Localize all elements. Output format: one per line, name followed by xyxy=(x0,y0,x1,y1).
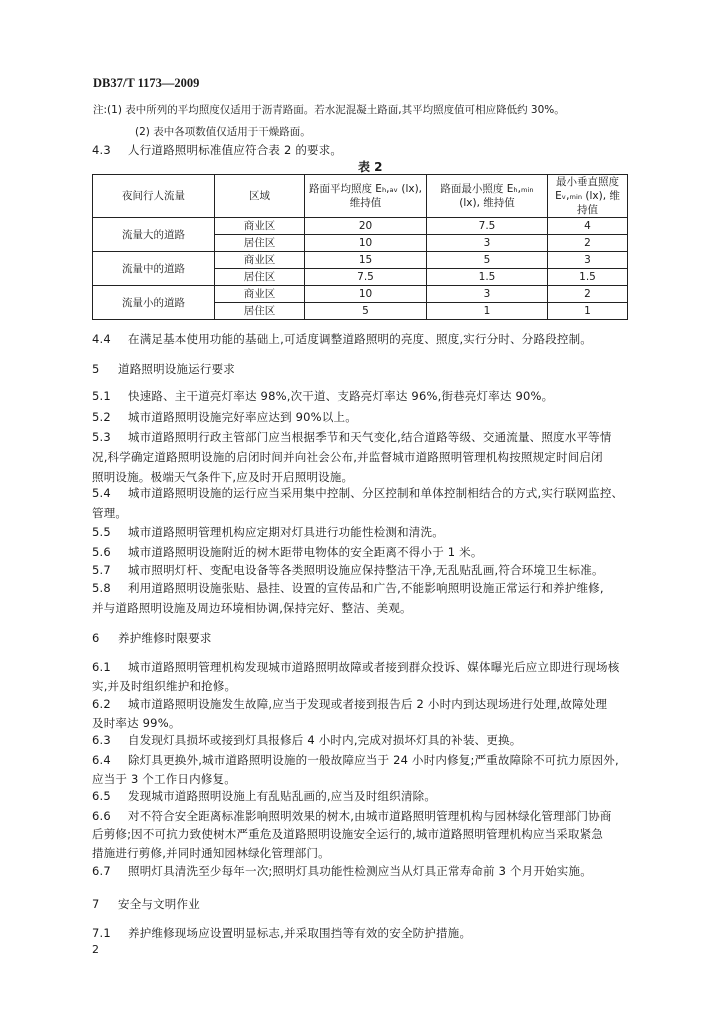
clause-text-line: 城市道路照明管理机构发现城市道路照明故障或者接到群众投诉、媒体曝光后应立即进行现场核 xyxy=(128,660,620,674)
clause-number: 4.3 xyxy=(92,143,111,157)
value-cell: 3 xyxy=(427,235,548,252)
section-title: 养护维修时限要求 xyxy=(118,631,212,645)
value-cell: 1.5 xyxy=(427,269,548,286)
flow-cell: 流量小的道路 xyxy=(93,286,215,320)
clause-6-6 xyxy=(92,808,612,824)
value-cell: 15 xyxy=(305,252,427,269)
clause-number: 7.1 xyxy=(92,926,111,940)
clause-number: 6.1 xyxy=(92,660,111,674)
clause-5-6 xyxy=(92,544,483,560)
clause-text-line: 利用道路照明设施张贴、悬挂、设置的宣传品和广告,不能影响照明设施正常运行和养护维修, xyxy=(128,581,604,595)
clause-6-1 xyxy=(92,659,619,675)
header-avg-illuminance: 路面平均照度 Eₕ,ₐᵥ (lx), 维持值 xyxy=(305,175,427,218)
clause-text: 快速路、主干道亮灯率达 98%,次干道、支路亮灯率达 96%,街巷亮灯率达 90%。 xyxy=(128,389,554,403)
clause-6-2 xyxy=(92,696,607,712)
value-cell: 5 xyxy=(305,303,427,320)
header-min-vertical-illuminance: 最小垂直照度 Eᵥ,ₘᵢₙ (lx), 维持值 xyxy=(548,175,628,218)
table-note-2: (2) 表中各项数值仅适用于干燥路面。 xyxy=(135,126,311,138)
clause-number: 5.5 xyxy=(92,525,111,539)
clause-5-8-line-2: 并与道路照明设施及周边环境相协调,保持完好、整洁、美观。 xyxy=(92,601,412,615)
section-5-heading xyxy=(92,361,235,377)
clause-6-3 xyxy=(92,732,521,748)
clause-number: 5.8 xyxy=(92,581,111,595)
clause-7-1 xyxy=(92,925,471,941)
clause-number: 5.2 xyxy=(92,410,111,424)
clause-number: 6.6 xyxy=(92,809,111,823)
flow-cell: 流量中的道路 xyxy=(93,252,215,286)
header-flow: 夜间行人流量 xyxy=(93,175,215,218)
clause-5-3-line-2: 况,科学确定道路照明设施的启闭时间并向社会公布,并监督城市道路照明管理机构按照规定时间启闭 xyxy=(92,450,603,464)
section-title: 安全与文明作业 xyxy=(118,897,200,911)
clause-5-3-line-3: 照明设施。极端天气条件下,应及时开启照明设施。 xyxy=(92,470,354,484)
value-cell: 5 xyxy=(427,252,548,269)
clause-text: 城市照明灯杆、变配电设备等各类照明设施应保持整洁干净,无乱贴乱画,符合环境卫生标准。 xyxy=(128,563,604,577)
clause-text: 城市道路照明管理机构应定期对灯具进行功能性检测和清洗。 xyxy=(128,525,444,539)
value-cell: 1.5 xyxy=(548,269,628,286)
clause-5-4 xyxy=(92,485,623,501)
clause-number: 5.1 xyxy=(92,389,111,403)
clause-text: 在满足基本使用功能的基础上,可适度调整道路照明的亮度、照度,实行分时、分路段控制。 xyxy=(128,332,593,346)
value-cell: 3 xyxy=(427,286,548,303)
section-number: 5 xyxy=(92,362,100,376)
clause-number: 6.5 xyxy=(92,789,111,803)
clause-4-4 xyxy=(92,331,592,347)
clause-number: 6.2 xyxy=(92,697,111,711)
clause-6-4-line-2: 应当于 3 个工作日内修复。 xyxy=(92,772,236,786)
clause-number: 6.4 xyxy=(92,753,111,767)
value-cell: 10 xyxy=(305,286,427,303)
clause-text: 养护维修现场应设置明显标志,并采取围挡等有效的安全防护措施。 xyxy=(128,926,472,940)
clause-6-1-line-2: 实,并及时组织维护和抢修。 xyxy=(92,679,237,693)
table-caption: 表 2 xyxy=(358,160,383,174)
section-number: 7 xyxy=(92,897,100,911)
clause-text-line: 城市道路照明设施的运行应当采用集中控制、分区控制和单体控制相结合的方式,实行联网监控、 xyxy=(128,486,624,500)
section-number: 6 xyxy=(92,631,100,645)
area-cell: 居住区 xyxy=(215,303,305,320)
area-cell: 商业区 xyxy=(215,218,305,235)
clause-number: 5.6 xyxy=(92,545,111,559)
value-cell: 4 xyxy=(548,218,628,235)
clause-5-3 xyxy=(92,429,612,445)
document-header: DB37/T 1173—2009 xyxy=(93,76,200,90)
clause-6-2-line-2: 及时率达 99%。 xyxy=(92,716,181,730)
clause-number: 5.7 xyxy=(92,563,111,577)
area-cell: 居住区 xyxy=(215,235,305,252)
value-cell: 10 xyxy=(305,235,427,252)
clause-6-4 xyxy=(92,752,619,768)
clause-6-6-line-2: 后剪修;因不可抗力致使树木严重危及道路照明设施安全运行的,城市道路照明管理机构应当采取紧急 xyxy=(92,827,604,841)
value-cell: 3 xyxy=(548,252,628,269)
value-cell: 7.5 xyxy=(305,269,427,286)
clause-5-7 xyxy=(92,562,604,578)
clause-6-5 xyxy=(92,788,436,804)
clause-5-5 xyxy=(92,524,444,540)
area-cell: 居住区 xyxy=(215,269,305,286)
clause-5-1 xyxy=(92,388,553,404)
flow-cell: 流量大的道路 xyxy=(93,218,215,252)
page-number: 2 xyxy=(92,943,99,956)
clause-number: 6.7 xyxy=(92,864,111,878)
clause-text: 人行道路照明标准值应符合表 2 的要求。 xyxy=(128,143,343,157)
clause-5-4-line-2: 管理。 xyxy=(92,506,128,520)
table-row xyxy=(93,218,628,235)
clause-number: 4.4 xyxy=(92,332,111,346)
clause-6-7 xyxy=(92,863,592,879)
area-cell: 商业区 xyxy=(215,252,305,269)
value-cell: 2 xyxy=(548,235,628,252)
clause-text: 城市道路照明设施附近的树木距带电物体的安全距离不得小于 1 米。 xyxy=(128,545,483,559)
clause-text: 城市道路照明设施完好率应达到 90%以上。 xyxy=(128,410,357,424)
clause-text: 照明灯具清洗至少每年一次;照明灯具功能性检测应当从灯具正常寿命前 3 个月开始实施。 xyxy=(128,864,592,878)
value-cell: 1 xyxy=(548,303,628,320)
clause-text-line: 城市道路照明设施发生故障,应当于发现或者接到报告后 2 小时内到达现场进行处理,故障处理 xyxy=(128,697,608,711)
clause-4-3 xyxy=(92,142,342,158)
clause-text-line: 城市道路照明行政主管部门应当根据季节和天气变化,结合道路等级、交通流量、照度水平等情 xyxy=(128,430,612,444)
clause-text: 自发现灯具损坏或接到灯具报修后 4 小时内,完成对损坏灯具的补装、更换。 xyxy=(128,733,522,747)
section-6-heading xyxy=(92,630,212,646)
table-row xyxy=(93,252,628,269)
clause-text-line: 除灯具更换外,城市道路照明设施的一般故障应当于 24 小时内修复;严重故障除不可抗力原因外, xyxy=(128,753,619,767)
header-min-illuminance: 路面最小照度 Eₕ,ₘᵢₙ (lx), 维持值 xyxy=(427,175,548,218)
clause-number: 5.3 xyxy=(92,430,111,444)
table-note-1: 注:(1) 表中所列的平均照度仅适用于沥青路面。若水泥混凝土路面,其平均照度值可相应降低约 30%。 xyxy=(93,104,565,116)
value-cell: 7.5 xyxy=(427,218,548,235)
clause-5-8 xyxy=(92,580,604,596)
value-cell: 2 xyxy=(548,286,628,303)
clause-number: 6.3 xyxy=(92,733,111,747)
value-cell: 1 xyxy=(427,303,548,320)
clause-6-6-line-3: 措施进行剪修,并同时通知园林绿化管理部门。 xyxy=(92,846,330,860)
clause-text: 发现城市道路照明设施上有乱贴乱画的,应当及时组织清除。 xyxy=(128,789,437,803)
clause-5-2 xyxy=(92,409,357,425)
value-cell: 20 xyxy=(305,218,427,235)
section-7-heading xyxy=(92,896,200,912)
lighting-standard-table xyxy=(92,174,628,320)
clause-number: 5.4 xyxy=(92,486,111,500)
table-row xyxy=(93,286,628,303)
table-header-row xyxy=(93,175,628,218)
section-title: 道路照明设施运行要求 xyxy=(118,362,235,376)
area-cell: 商业区 xyxy=(215,286,305,303)
header-area: 区域 xyxy=(215,175,305,218)
clause-text-line: 对不符合安全距离标准影响照明效果的树木,由城市道路照明管理机构与园林绿化管理部门协商 xyxy=(128,809,612,823)
